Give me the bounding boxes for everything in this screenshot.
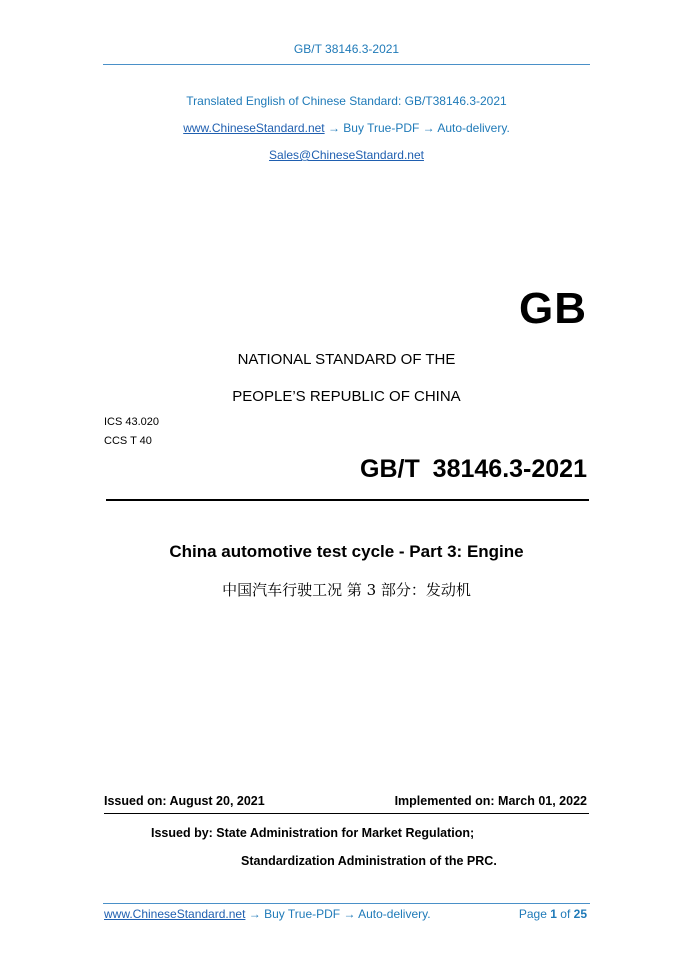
buy-text: → Buy True-PDF → Auto-delivery. [324, 121, 510, 135]
title-chinese: 中国汽车行驶工况 第 3 部分：发动机 [222, 581, 471, 599]
page-total: 25 [573, 907, 587, 921]
of-label: of [560, 907, 571, 921]
translation-line: Translated English of Chinese Standard: GB/T38146.3-2021 [186, 94, 507, 108]
title-english: China automotive test cycle - Part 3: Engine [169, 542, 524, 561]
page-number: 1 [550, 907, 557, 921]
footer-buy-text: → Buy True-PDF → Auto-delivery. [245, 907, 431, 921]
national-standard-line2: PEOPLE’S REPUBLIC OF CHINA [232, 388, 461, 405]
page-label: Page [518, 907, 547, 921]
email-link[interactable]: Sales@ChineseStandard.net [269, 148, 424, 162]
site-link[interactable]: www.ChineseStandard.net [183, 121, 325, 135]
gb-mark: GB [519, 284, 587, 333]
issued-on-date: Issued on: August 20, 2021 [104, 794, 265, 808]
national-standard-line1: NATIONAL STANDARD OF THE [237, 351, 456, 368]
footer-links [104, 907, 431, 921]
footer-site-link[interactable]: www.ChineseStandard.net [104, 907, 246, 921]
ccs-code: CCS T 40 [104, 435, 152, 447]
standard-code-rule [106, 499, 589, 501]
issue-dates-rule [104, 813, 589, 814]
footer-divider [103, 903, 590, 904]
header-divider [103, 64, 590, 65]
implemented-on-date: Implemented on: March 01, 2022 [394, 794, 587, 808]
page-indicator [519, 907, 587, 921]
issued-by-second-authority: Standardization Administration of the PRC. [241, 854, 497, 868]
ics-code: ICS 43.020 [104, 416, 160, 428]
standard-code: GB/T 38146.3-2021 [360, 455, 587, 483]
issued-by: Issued by: State Administration for Market Regulation; [151, 826, 475, 840]
translation-links [0, 121, 693, 135]
email-row [0, 148, 693, 162]
header-standard-code: GB/T 38146.3-2021 [293, 42, 400, 56]
